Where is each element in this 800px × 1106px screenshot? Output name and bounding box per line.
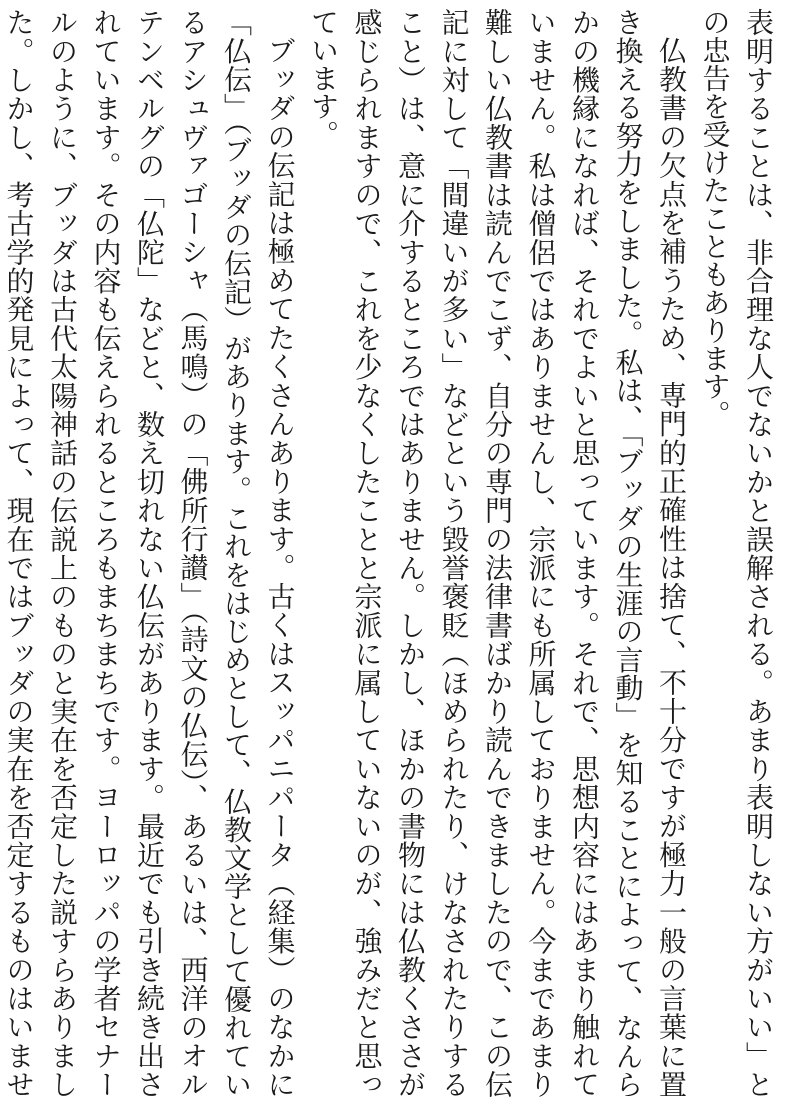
paragraph-2: 仏教書の欠点を補うため、専門的正確性は捨て、不十分ですが極力一般の言葉に置き換える努力をしました。私は、「ブッダの生涯の言動」を知ることによって、なんらかの機縁になれば、それでよいと思っています。それで、思想内容にはあまり触れていません。私は僧侶ではありませんし、宗派にも所属しておりません。今まであまり難しい仏教書は読んでこず、自分の専門の法律書ばかり読んできましたので、この伝記に対して「間違いが多い」などという毀誉褒貶（ほめられたり、けなされたりすること）は、意に介するところではありません。しかし、ほかの書物には仏教くささが感じられますので、これを少なくしたことと宗派に属していないのが、強みだと思っています。 xyxy=(307,8,688,1099)
paragraph-1: 表明することは、非合理な人でないかと誤解される。あまり表明しない方がいい」との忠告を受けたこともあります。 xyxy=(698,8,775,1098)
paragraph-3: ブッダの伝記は極めてたくさんあります。古くはスッパニパータ（経集）のなかに「仏伝」（ブッダの伝記）があります。これをはじめとして、仏教文学として優れているアシュヴァゴーシャ（馬鳴）の「佛所行讃」（詩文の仏伝）、あるいは、西洋のオルテンベルグの「仏陀」などと、数え切れない仏伝があります。最近でも引き続き出されています。その内容も伝えられるところもまちまちです。ヨーロッパの学者セナールのように、ブッダは古代太陽神話の伝説上のものと実在を否定した説すらありました。しかし、考古学的発見によって、現在ではブッダの実在を否定するものはいませ xyxy=(2,8,297,1098)
vertical-text-body xyxy=(2,8,780,1099)
